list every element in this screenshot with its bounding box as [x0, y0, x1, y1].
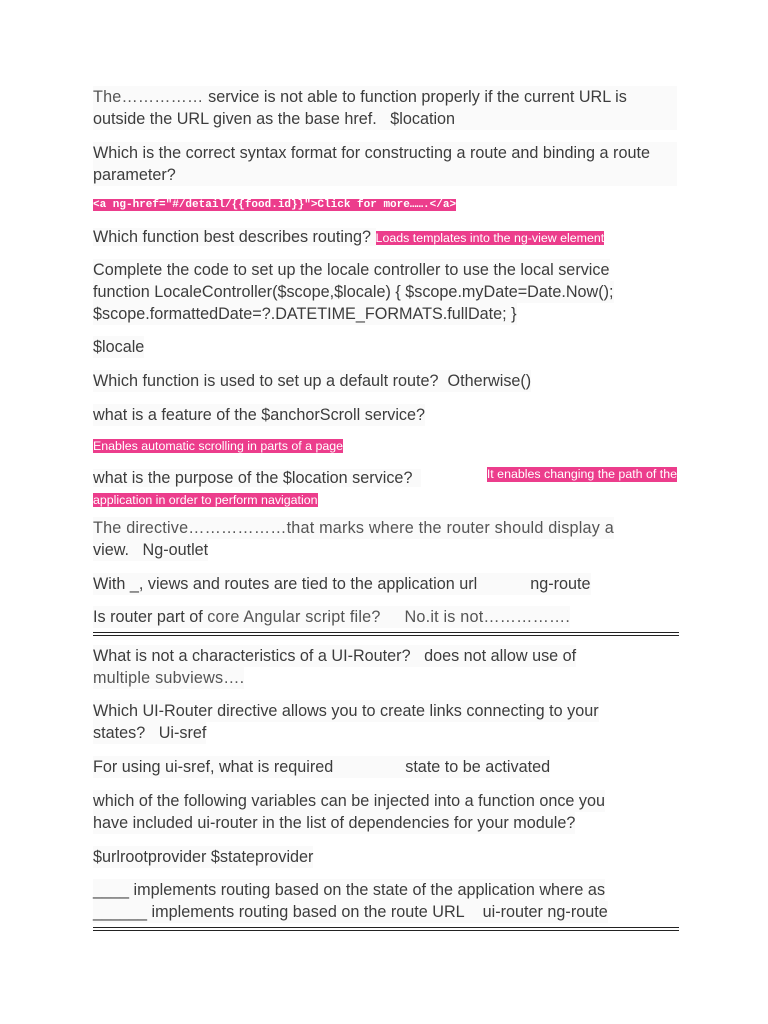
q1-answer: $location	[390, 110, 456, 128]
qa-block-6	[93, 404, 677, 455]
q12-question-line-2: states?	[93, 724, 146, 742]
qa-block-10	[93, 606, 679, 636]
q11-answer-a: does not allow use of	[424, 647, 577, 665]
q9-question: With _, views and routes are tied to the application url	[93, 575, 478, 593]
q7-answer-line-1: It enables changing the path of the	[486, 467, 677, 481]
q8-answer: Ng-outlet	[142, 541, 209, 559]
qa-block-7	[93, 467, 677, 509]
qa-block-9	[93, 573, 677, 595]
q1-intro: The……………	[93, 88, 209, 106]
qa-block-4-answer	[93, 336, 677, 358]
q11-question: What is not a characteristics of a UI-Router?	[93, 647, 411, 665]
qa-block-2	[93, 142, 677, 212]
qa-block-5	[93, 370, 677, 392]
qa-block-12	[93, 700, 677, 744]
q10-question-b: core Angular script file?	[207, 608, 381, 626]
section-divider-1	[93, 632, 679, 636]
q2-answer: <a ng-href="#/detail/{{food.id}}">Click for more…….</a>	[93, 199, 457, 211]
qa-block-14	[93, 790, 677, 834]
q5-question: Which function is used to set up a default route?	[93, 372, 439, 390]
q13-question: For using ui-sref, what is required	[93, 758, 334, 776]
q12-question-line-1: Which UI-Router directive allows you to create links connecting to your	[93, 702, 599, 720]
q9-answer: ng-route	[530, 575, 591, 593]
qa-block-3	[93, 226, 677, 248]
qa-block-14-answer	[93, 846, 677, 868]
q14-question-line-1: which of the following variables can be injected into a function once you	[93, 792, 606, 810]
q14-question-line-2: have included ui-router in the list of dependencies for your module?	[93, 814, 576, 832]
q4-question-line-3: $scope.formattedDate=?.DATETIME_FORMATS.fullDate; }	[93, 305, 517, 323]
q15-question-line-1: ____ implements routing based on the state of the application where as	[93, 881, 606, 899]
q1-question: service is not able to function properly if the current URL is outside the URL given as the base href.	[93, 88, 627, 128]
q7-question: what is the purpose of the $location service?	[93, 469, 413, 487]
qa-block-11	[93, 645, 677, 689]
q15-answer: ui-router ng-route	[482, 903, 608, 921]
q11-answer-b: multiple subviews….	[93, 669, 245, 687]
q3-answer: Loads templates into the ng-view element	[375, 231, 605, 245]
q5-answer: Otherwise()	[447, 372, 532, 390]
qa-block-15	[93, 879, 679, 931]
q14-answer: $urlrootprovider $stateprovider	[93, 848, 314, 866]
q6-question: what is a feature of the $anchorScroll service?	[93, 406, 426, 424]
q4-question-line-2: function LocaleController($scope,$locale) { $scope.myDate=Date.Now();	[93, 283, 614, 301]
qa-block-8	[93, 517, 677, 561]
qa-block-4	[93, 259, 677, 325]
q10-answer: No.it is not…………….	[404, 608, 571, 626]
qa-block-1	[93, 86, 677, 130]
q15-question-line-2: ______ implements routing based on the route URL	[93, 903, 465, 921]
q12-answer: Ui-sref	[158, 724, 207, 742]
q7-answer-line-2: application in order to perform navigation	[93, 493, 318, 507]
q10-question-a: Is router part of	[93, 608, 208, 626]
q8-question-line-1: The directive………………that marks where the router should display a	[93, 519, 614, 537]
section-divider-2	[93, 927, 679, 931]
q4-answer: $locale	[93, 338, 145, 356]
qa-block-13	[93, 756, 677, 778]
q6-answer: Enables automatic scrolling in parts of a page	[93, 439, 344, 453]
q4-question-line-1: Complete the code to set up the locale controller to use the local service	[93, 261, 610, 279]
q13-answer: state to be activated	[405, 758, 551, 776]
q2-question: Which is the correct syntax format for constructing a route and binding a route parameter?	[93, 142, 677, 186]
q8-question-line-2: view.	[93, 541, 129, 559]
q3-question: Which function best describes routing?	[93, 228, 372, 246]
